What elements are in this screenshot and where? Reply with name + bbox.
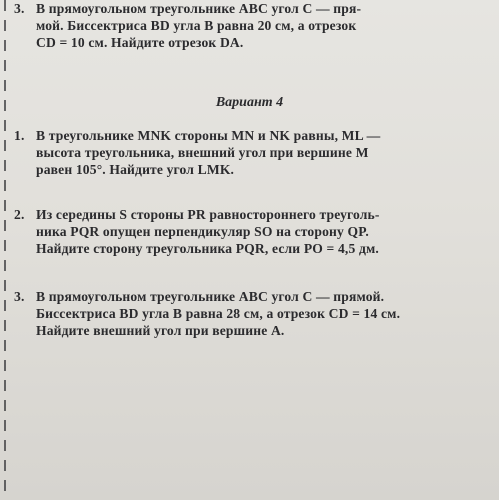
problem-2 xyxy=(14,206,380,257)
problem-line: CD = 10 см. Найдите отрезок DA. xyxy=(36,35,244,50)
problem-number: 1. xyxy=(14,128,25,143)
problem-text xyxy=(36,288,400,339)
problem-line: В прямоугольном треугольнике ABC угол C — пря- xyxy=(36,1,362,16)
problem-number: 3. xyxy=(14,289,25,304)
problem-text xyxy=(36,127,380,178)
problem-line: мой. Биссектриса BD угла B равна 20 см, а отрезок xyxy=(36,18,357,33)
problem-line: Биссектриса BD угла B равна 28 см, а отрезок CD = 14 см. xyxy=(36,306,401,321)
problem-line: В прямоугольном треугольнике ABC угол C — прямой. xyxy=(36,289,385,304)
problem-3 xyxy=(14,288,400,339)
problem-line: равен 105°. Найдите угол LMK. xyxy=(36,162,235,177)
problem-text xyxy=(36,0,361,51)
problem-text xyxy=(36,206,380,257)
margin-rule xyxy=(4,0,6,500)
problem-line: В треугольнике MNK стороны MN и NK равны, ML — xyxy=(36,128,381,143)
problem-line: высота треугольника, внешний угол при вершине M xyxy=(36,145,369,160)
problem-line: Найдите сторону треугольника PQR, если PO = 4,5 дм. xyxy=(36,241,379,256)
problem-line: Из середины S стороны PR равностороннего треуголь- xyxy=(36,207,380,222)
problem-1 xyxy=(14,127,380,178)
problem-line: Найдите внешний угол при вершине A. xyxy=(36,323,285,338)
problem-line: ника PQR опущен перпендикуляр SO на сторону QP. xyxy=(36,224,369,239)
variant-heading: Вариант 4 xyxy=(215,95,284,110)
problem-3-previous-variant xyxy=(14,0,361,51)
problem-number: 2. xyxy=(14,207,25,222)
problem-number: 3. xyxy=(14,1,25,16)
